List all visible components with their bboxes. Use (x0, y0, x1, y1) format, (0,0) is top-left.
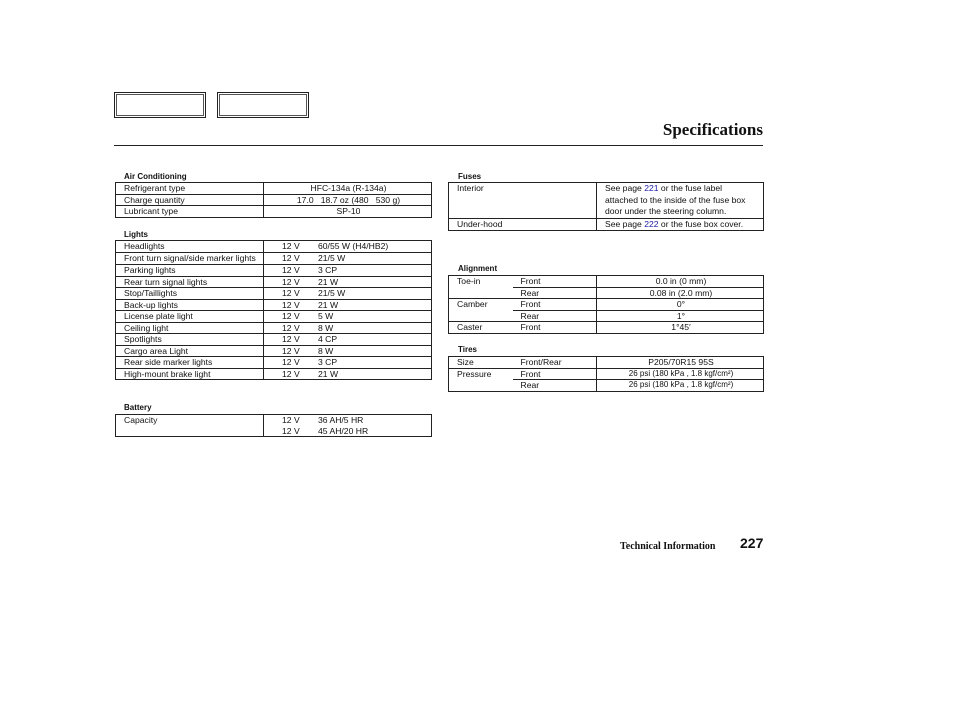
row-label: Caster (449, 322, 513, 334)
table-row: Rear 26 psi (180 kPa , 1.8 kgf/cm²) (449, 380, 764, 392)
row-label: Lubricant type (116, 206, 264, 218)
row-label: Spotlights (116, 334, 264, 346)
row-label: Toe-in (449, 276, 513, 288)
row-label: Capacity (116, 415, 264, 426)
row-volt: 12 V (282, 252, 300, 263)
row-value: 3 CP (318, 265, 338, 275)
row-label: License plate light (116, 311, 264, 323)
table-row (116, 322, 432, 334)
air-conditioning-title: Air Conditioning (124, 172, 187, 181)
row-volt: 12 V (282, 288, 300, 298)
table-row: Under-hood See page 222 or the fuse box cover. (449, 218, 764, 231)
fuses-title: Fuses (458, 172, 482, 181)
row-value: SP-10 (264, 206, 432, 218)
table-row: Rear 0.08 in (2.0 mm) (449, 287, 764, 299)
row-volt: 12 V (282, 357, 300, 367)
table-row (116, 183, 432, 195)
row-label: Front turn signal/side marker lights (116, 252, 264, 265)
row-value: 21 W (318, 276, 339, 287)
table-row (116, 311, 432, 323)
row-value: 21/5 W (318, 252, 346, 263)
table-row (116, 265, 432, 277)
row-label: Parking lights (116, 265, 264, 277)
row-value: 17.0 18.7 oz (480 530 g) (264, 194, 432, 206)
page-link-221[interactable]: 221 (644, 183, 659, 193)
table-row (116, 415, 432, 426)
row-volt: 12 V (282, 311, 300, 321)
row-label: Interior (449, 183, 597, 219)
table-row (116, 206, 432, 218)
row-value: 60/55 W (H4/HB2) (318, 241, 389, 251)
table-row (116, 194, 432, 206)
battery-table (115, 414, 432, 437)
page-title: Specifications (662, 120, 763, 139)
row-volt: 12 V (282, 265, 300, 275)
fuses-table (448, 182, 764, 231)
row-volt: 12 V (282, 415, 300, 425)
row-label: Ceiling light (116, 322, 264, 334)
table-row (116, 241, 432, 253)
table-row (116, 334, 432, 346)
row-value: 21 W (318, 299, 339, 310)
row-value: HFC-134a (R-134a) (264, 183, 432, 195)
table-row (116, 368, 432, 380)
lights-table (115, 240, 432, 380)
table-row (116, 426, 432, 437)
row-value: 45 AH/20 HR (318, 425, 369, 436)
footer-section-label: Technical Information (620, 541, 716, 552)
footer-page-number: 227 (740, 535, 764, 551)
air-conditioning-table (115, 182, 432, 218)
table-row: Interior See page 221 or the fuse label attached to the inside of the fuse box door under the steering column. (449, 183, 764, 219)
row-value: 21/5 W (318, 288, 346, 298)
row-label: Rear turn signal lights (116, 276, 264, 288)
row-value: 8 W (318, 322, 334, 333)
table-row: Camber Front 0° (449, 299, 764, 311)
row-volt: 12 V (282, 322, 300, 333)
table-row: Caster Front 1°45′ (449, 322, 764, 334)
alignment-table (448, 275, 764, 334)
table-row: Rear 1° (449, 310, 764, 322)
row-value: 4 CP (318, 334, 338, 344)
table-row (116, 252, 432, 265)
row-volt: 12 V (282, 368, 300, 379)
row-label: Back-up lights (116, 299, 264, 311)
nav-button-1[interactable] (114, 92, 206, 118)
table-row (116, 299, 432, 311)
row-label: Pressure (449, 368, 513, 380)
row-label: Under-hood (449, 218, 597, 231)
table-row: Toe-in Front 0.0 in (0 mm) (449, 276, 764, 288)
row-volt: 12 V (282, 345, 300, 356)
row-volt: 12 V (282, 241, 300, 251)
table-row (116, 345, 432, 357)
table-row (116, 276, 432, 288)
table-row: Pressure Front 26 psi (180 kPa , 1.8 kgf/cm²) (449, 368, 764, 380)
row-volt: 12 V (282, 299, 300, 310)
lights-title: Lights (124, 230, 148, 239)
row-label: Headlights (116, 241, 264, 253)
row-value: 8 W (318, 345, 334, 356)
row-value: 5 W (318, 311, 334, 321)
row-label: High-mount brake light (116, 368, 264, 380)
row-volt: 12 V (282, 425, 300, 436)
row-value: 21 W (318, 368, 339, 379)
row-value: 36 AH/5 HR (318, 415, 364, 425)
row-label: Size (449, 357, 513, 369)
row-volt: 12 V (282, 276, 300, 287)
row-label: Cargo area Light (116, 345, 264, 357)
row-label: Camber (449, 299, 513, 311)
row-label: Rear side marker lights (116, 357, 264, 369)
page-link-222[interactable]: 222 (644, 218, 659, 229)
row-label: Charge quantity (116, 194, 264, 206)
row-label: Refrigerant type (116, 183, 264, 195)
table-row (116, 288, 432, 300)
table-row: Size Front/Rear P205/70R15 95S (449, 357, 764, 369)
row-label: Stop/Taillights (116, 288, 264, 300)
row-volt: 12 V (282, 334, 300, 344)
tires-title: Tires (458, 345, 477, 354)
row-value: 3 CP (318, 357, 338, 367)
nav-button-2[interactable] (217, 92, 309, 118)
alignment-title: Alignment (458, 264, 498, 273)
table-row (116, 357, 432, 369)
battery-title: Battery (124, 403, 152, 412)
title-rule (114, 145, 763, 146)
tires-table (448, 356, 764, 392)
